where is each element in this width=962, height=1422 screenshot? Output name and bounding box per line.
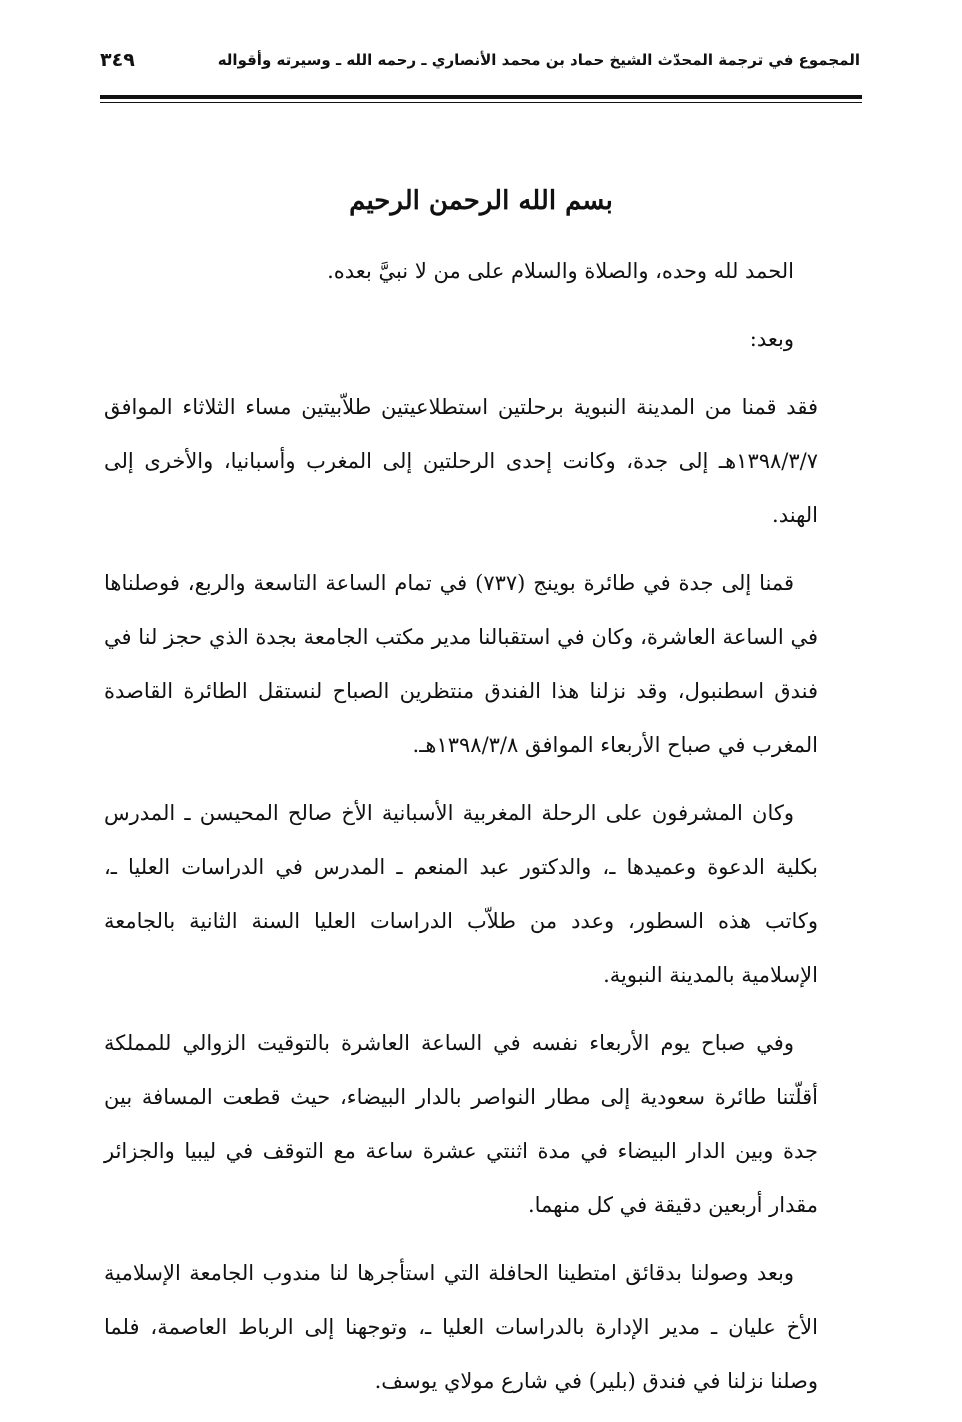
basmala-heading: بسم الله الرحمن الرحيم bbox=[349, 186, 613, 216]
paragraph: وكان المشرفون على الرحلة المغربية الأسبانية الأخ صالح المحيسن ـ المدرس بكلية الدعوة وعميدها ـ، والدكتور عبد المنعم ـ المدرس في الدراسات العليا ـ، وكاتب هذه السطور، وعدد من طلاّب الدراسات العليا السنة الثانية بالجامعة الإسلامية بالمدينة النبوية. bbox=[104, 801, 818, 987]
paragraph: وبعد وصولنا بدقائق امتطينا الحافلة التي استأجرها لنا مندوب الجامعة الإسلامية الأخ عليان ـ مدير الإدارة بالدراسات العليا ـ، وتوجهنا إلى الرباط العاصمة، فلما وصلنا نزلنا في فندق (بلير) في شارع مولاي يوسف. bbox=[104, 1261, 818, 1393]
paragraph: قمنا إلى جدة في طائرة بوينج (٧٣٧) في تمام الساعة التاسعة والربع، فوصلناها في الساعة العاشرة، وكان في استقبالنا مدير مكتب الجامعة بجدة الذي حجز لنا في فندق اسطنبول، وقد نزلنا هذا الفندق منتظرين الصباح لنستقل الطائرة القاصدة المغرب في صباح الأربعاء الموافق ١٣٩٨/٣/٨هـ. bbox=[104, 571, 818, 757]
paragraph-opening: الحمد لله وحده، والصلاة والسلام على من لا نبيَّ بعده. bbox=[327, 259, 794, 283]
page-header bbox=[100, 44, 860, 76]
body-text bbox=[104, 244, 818, 1422]
header-rule-thin bbox=[100, 102, 862, 103]
paragraph: فقد قمنا من المدينة النبوية برحلتين استطلاعيتين طلاّبيتين مساء الثلاثاء الموافق ١٣٩٨/٣/٧هـ إلى جدة، وكانت إحدى الرحلتين إلى المغرب وأسبانيا، والأخرى إلى الهند. bbox=[104, 395, 818, 527]
running-title: المجموع في ترجمة المحدّث الشيخ حماد بن محمد الأنصاري ـ رحمه الله ـ وسيرته وأقواله bbox=[217, 51, 860, 69]
header-rule-thick bbox=[100, 95, 862, 99]
page-number: ٣٤٩ bbox=[100, 49, 135, 71]
paragraph: وفي صباح يوم الأربعاء نفسه في الساعة العاشرة بالتوقيت الزوالي للمملكة أقلّتنا طائرة سعودية إلى مطار النواصر بالدار البيضاء، حيث قطعت المسافة بين جدة وبين الدار البيضاء في مدة اثنتي عشرة ساعة مع التوقف في ليبيا والجزائر مقدار أربعين دقيقة في كل منهما. bbox=[104, 1031, 818, 1217]
paragraph-wabad: وبعد: bbox=[749, 327, 794, 351]
